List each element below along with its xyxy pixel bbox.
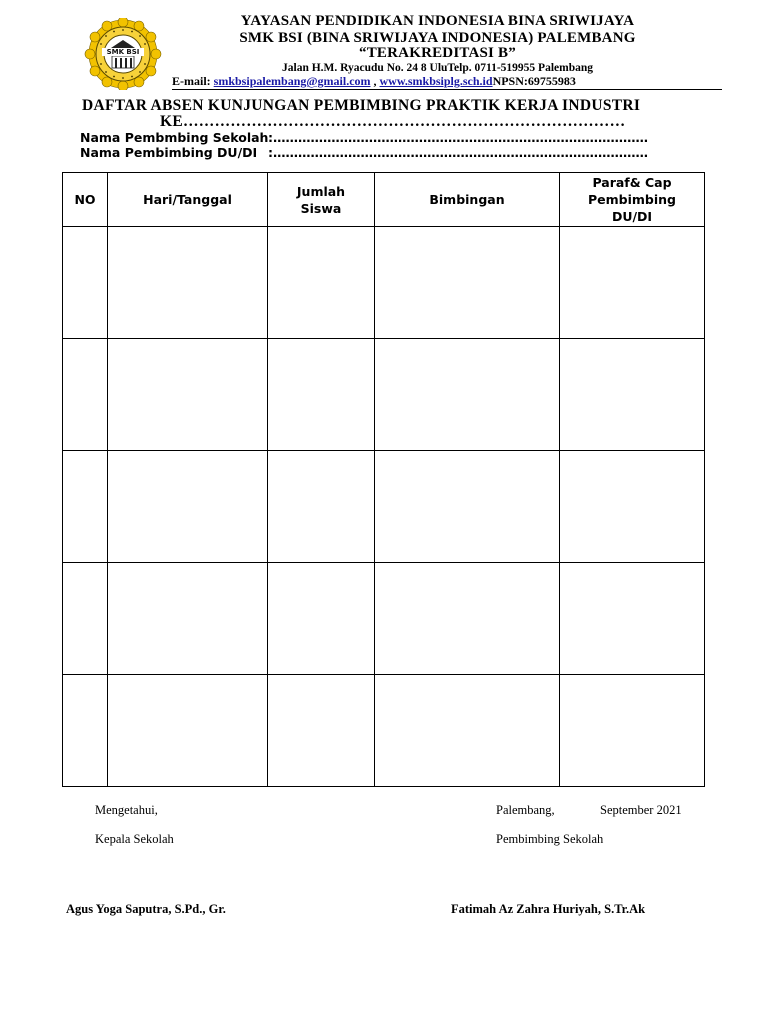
foundation-name: YAYASAN PENDIDIKAN INDONESIA BINA SRIWIJAYA — [240, 13, 635, 29]
industry-mentor-label: Nama Pembimbing DU/DI — [80, 145, 258, 160]
document-title: DAFTAR ABSEN KUNJUNGAN PEMBIMBING PRAKTIK KERJA INDUSTRI — [82, 97, 641, 114]
signing-date: September 2021 — [600, 803, 682, 817]
email-label: E-mail: — [172, 74, 214, 88]
email-link[interactable]: smkbsipalembang@gmail.com — [213, 74, 371, 88]
table-row — [63, 675, 705, 787]
table-header-row — [63, 173, 705, 227]
known-by: Mengetahui, — [95, 803, 158, 817]
mentor-role: Pembimbing Sekolah — [496, 832, 604, 846]
school-mentor-label: Nama Pembmbing Sekolah — [80, 130, 269, 145]
school-address: Jalan H.M. Ryacudu No. 24 8 UluTelp. 0711-519955 Palembang — [282, 62, 593, 74]
table-row — [63, 339, 705, 451]
principal-name: Agus Yoga Saputra, S.Pd., Gr. — [66, 902, 226, 916]
school-mentor-value: :……………………………………………………………………………… — [268, 130, 648, 145]
col-guidance: Bimbingan — [375, 173, 560, 227]
col-signature: Paraf& Cap Pembimbing DU/DI — [560, 173, 705, 227]
col-no: NO — [63, 173, 108, 227]
school-name: SMK BSI (BINA SRIWIJAYA INDONESIA) PALEMBANG — [239, 30, 636, 46]
document-title-ke: KE………………………………………………………………………… — [160, 113, 626, 130]
mentor-name: Fatimah Az Zahra Huriyah, S.Tr.Ak — [451, 902, 646, 916]
logo-text: SMK BSI — [102, 48, 144, 56]
principal-role: Kepala Sekolah — [95, 832, 174, 846]
signing-place: Palembang, — [496, 803, 555, 817]
accreditation: “TERAKREDITASI B” — [359, 45, 516, 61]
industry-mentor-value: :……………………………………………………………………………… — [268, 145, 648, 160]
table-row — [63, 563, 705, 675]
table-row — [63, 451, 705, 563]
header-rule — [172, 89, 722, 90]
contact-row — [172, 74, 576, 89]
website-link[interactable]: www.smkbsiplg.sch.id — [379, 74, 493, 88]
col-students: Jumlah Siswa — [268, 173, 375, 227]
table-row — [63, 227, 705, 339]
school-logo — [82, 18, 164, 90]
separator: , — [370, 74, 380, 88]
col-date: Hari/Tanggal — [108, 173, 268, 227]
npsn: NPSN:69755983 — [492, 74, 576, 88]
attendance-table — [62, 172, 705, 787]
